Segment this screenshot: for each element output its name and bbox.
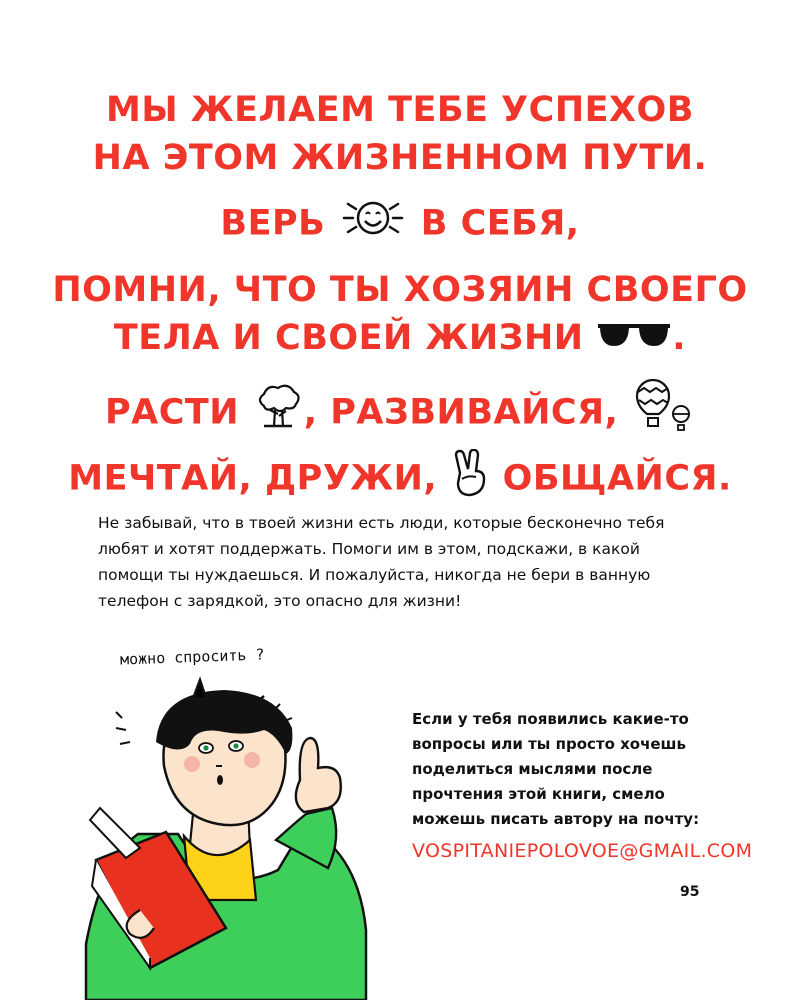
headline-block-4 [0,378,800,510]
headline-line-5a: ТЕЛА И СВОЕЙ ЖИЗНИ [113,318,584,358]
headline-block-2 [0,196,800,253]
headline-line-6b: , РАЗВИВАЙСЯ, [303,392,619,433]
headline-line-3a: ВЕРЬ [220,203,326,244]
speech-bubble-text: можно спросить ? [119,645,265,669]
peace-hand-icon [450,449,490,510]
body-paragraph [98,510,698,614]
headline-line-5b: . [672,318,687,358]
headline-line-1: МЫ ЖЕЛАЕМ ТЕБЕ УСПЕХОВ [106,90,694,130]
headline-block-3 [0,266,800,363]
contact-paragraph [412,707,732,832]
body-line: помощи ты нуждаешься. И пожалуйста, никогда не бери в ванную [98,566,651,584]
sun-icon [338,196,408,253]
body-line: Не забывай, что в твоей жизни есть люди, которые бесконечно тебя [98,514,665,532]
body-line: любят и хотят поддержать. Помоги им в этом, подскажи, в какой [98,540,640,558]
headline-block-1 [0,86,800,182]
boy-reading-illustration [60,670,390,1004]
headline-line-4: ПОМНИ, ЧТО ТЫ ХОЗЯИН СВОЕГО [52,270,748,310]
contact-line: поделиться мыслями после [412,760,653,778]
tree-icon [252,384,304,443]
page-number: 95 [680,884,700,900]
body-line: телефон с зарядкой, это опасно для жизни! [98,592,462,610]
contact-line: Если у тебя появились какие-то [412,710,689,728]
headline-line-3b: В СЕБЯ, [420,203,580,244]
headline-line-6a: РАСТИ [104,392,240,433]
sunglasses-icon [596,315,672,363]
contact-line: прочтения этой книги, смело [412,785,665,803]
headline-line-7b: ОБЩАЙСЯ. [502,458,732,499]
contact-line: вопросы или ты просто хочешь [412,735,686,753]
headline-line-7a: МЕЧТАЙ, ДРУЖИ, [68,458,438,499]
headline-line-2: НА ЭТОМ ЖИЗНЕННОМ ПУТИ. [92,138,708,178]
author-email-link[interactable]: VOSPITANIEPOLOVOE@GMAIL.COM [412,840,753,862]
contact-line: можешь писать автору на почту: [412,810,700,828]
hot-air-balloon-icon [631,378,695,449]
